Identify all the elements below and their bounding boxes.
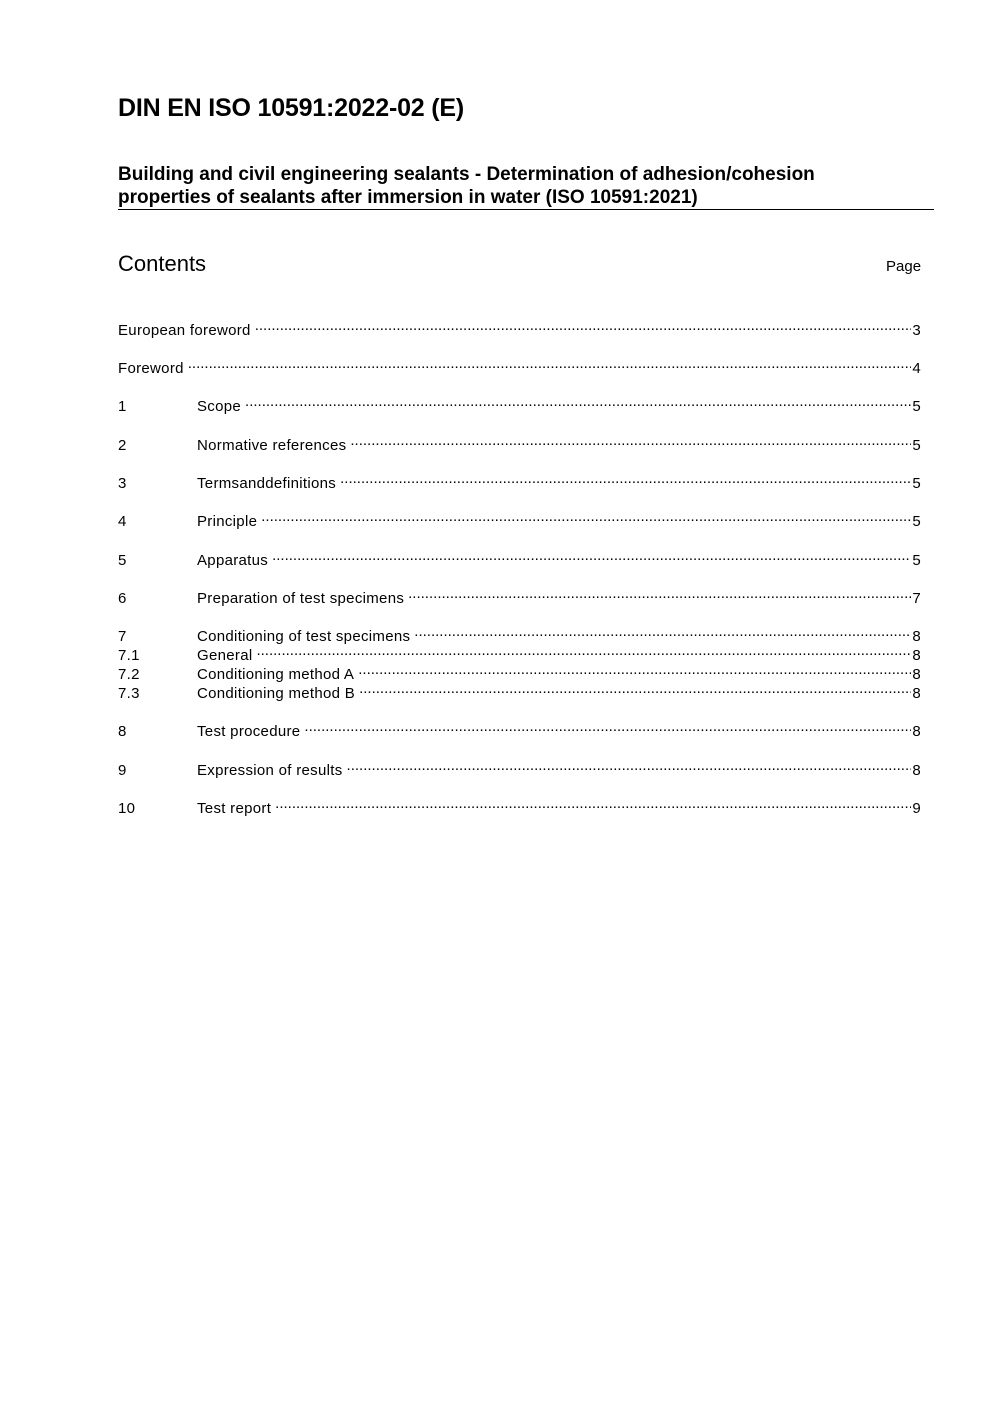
- toc-entry-page: 7: [912, 590, 921, 607]
- toc-entry-title: Foreword: [118, 360, 184, 377]
- toc-entry-8[interactable]: [118, 717, 921, 740]
- toc-entry-7-3[interactable]: [118, 679, 921, 702]
- toc-leader-dots: [414, 622, 911, 641]
- toc-entry-6[interactable]: [118, 584, 921, 607]
- toc-entry-number: 10: [118, 800, 136, 817]
- toc-entry-title: Conditioning method A: [197, 666, 355, 683]
- toc-entry-page: 8: [912, 666, 921, 683]
- toc-leader-dots: [245, 392, 911, 411]
- toc-entry-page: 8: [912, 647, 921, 664]
- toc-entry-title: Termsanddefinitions: [197, 475, 337, 492]
- toc-entry-number: 7.1: [118, 647, 140, 664]
- toc-entry-page: 5: [912, 398, 921, 415]
- toc-entry-page: 5: [912, 513, 921, 530]
- toc-entry-9[interactable]: [118, 756, 921, 779]
- toc-leader-dots: [275, 794, 911, 813]
- toc-entry-number: 7.2: [118, 666, 140, 683]
- toc-entry-page: 8: [912, 762, 921, 779]
- toc-entry-7-1[interactable]: [118, 641, 921, 664]
- toc-entry-1[interactable]: [118, 392, 921, 415]
- toc-entry-page: 8: [912, 628, 921, 645]
- toc-leader-dots: [304, 717, 911, 736]
- toc-entry-5[interactable]: [118, 546, 921, 569]
- toc-entry-page: 8: [912, 685, 921, 702]
- contents-heading: Contents: [118, 251, 207, 276]
- document-subtitle: [118, 163, 934, 210]
- toc-entry-title: Apparatus: [197, 552, 269, 569]
- subtitle-line-1: Building and civil engineering sealants - Determination of adhesion/cohesion: [118, 164, 815, 185]
- toc-entry-foreword[interactable]: [118, 354, 921, 377]
- toc-entry-title: Preparation of test specimens: [197, 590, 405, 607]
- toc-entry-title: Normative references: [197, 437, 347, 454]
- toc-entry-page: 5: [912, 475, 921, 492]
- toc-leader-dots: [188, 354, 912, 373]
- toc-entry-number: 3: [118, 475, 127, 492]
- document-title: DIN EN ISO 10591:2022-02 (E): [118, 94, 464, 122]
- toc-entry-number: 7.3: [118, 685, 140, 702]
- toc-entry-number: 5: [118, 552, 127, 569]
- toc-leader-dots: [255, 316, 912, 335]
- toc-leader-dots: [256, 641, 911, 660]
- toc-entry-title: European foreword: [118, 322, 251, 339]
- toc-entry-page: 5: [912, 437, 921, 454]
- toc-entry-title: Scope: [197, 398, 242, 415]
- toc-entry-7-2[interactable]: [118, 660, 921, 683]
- toc-entry-number: 6: [118, 590, 127, 607]
- toc-entry-number: 4: [118, 513, 127, 530]
- toc-entry-title: Conditioning of test specimens: [197, 628, 411, 645]
- toc-entry-page: 5: [912, 552, 921, 569]
- toc-entry-title: Test report: [197, 800, 272, 817]
- toc-leader-dots: [347, 756, 912, 775]
- toc-entry-number: 7: [118, 628, 127, 645]
- toc-entry-page: 4: [912, 360, 921, 377]
- toc-entry-title: Conditioning method B: [197, 685, 356, 702]
- toc-entry-page: 3: [912, 322, 921, 339]
- toc-leader-dots: [261, 507, 911, 526]
- toc-entry-number: 2: [118, 437, 127, 454]
- toc-entry-european-foreword[interactable]: [118, 316, 921, 339]
- toc-leader-dots: [358, 660, 911, 679]
- toc-entry-10[interactable]: [118, 794, 921, 817]
- toc-entry-3[interactable]: [118, 469, 921, 492]
- toc-entry-number: 1: [118, 398, 127, 415]
- toc-leader-dots: [350, 431, 911, 450]
- toc-entry-title: Expression of results: [197, 762, 343, 779]
- toc-entry-number: 8: [118, 723, 127, 740]
- page-column-heading: Page: [886, 258, 922, 275]
- toc-entry-7[interactable]: [118, 622, 921, 645]
- toc-entry-title: General: [197, 647, 253, 664]
- toc-leader-dots: [408, 584, 911, 603]
- toc-leader-dots: [359, 679, 911, 698]
- toc-entry-page: 9: [912, 800, 921, 817]
- toc-leader-dots: [340, 469, 911, 488]
- toc-entry-title: Test procedure: [197, 723, 301, 740]
- toc-entry-2[interactable]: [118, 431, 921, 454]
- toc-entry-page: 8: [912, 723, 921, 740]
- toc-entry-number: 9: [118, 762, 127, 779]
- toc-entry-4[interactable]: [118, 507, 921, 530]
- subtitle-line-2: properties of sealants after immersion in water (ISO 10591:2021): [118, 187, 698, 208]
- toc-leader-dots: [272, 546, 911, 565]
- toc-entry-title: Principle: [197, 513, 258, 530]
